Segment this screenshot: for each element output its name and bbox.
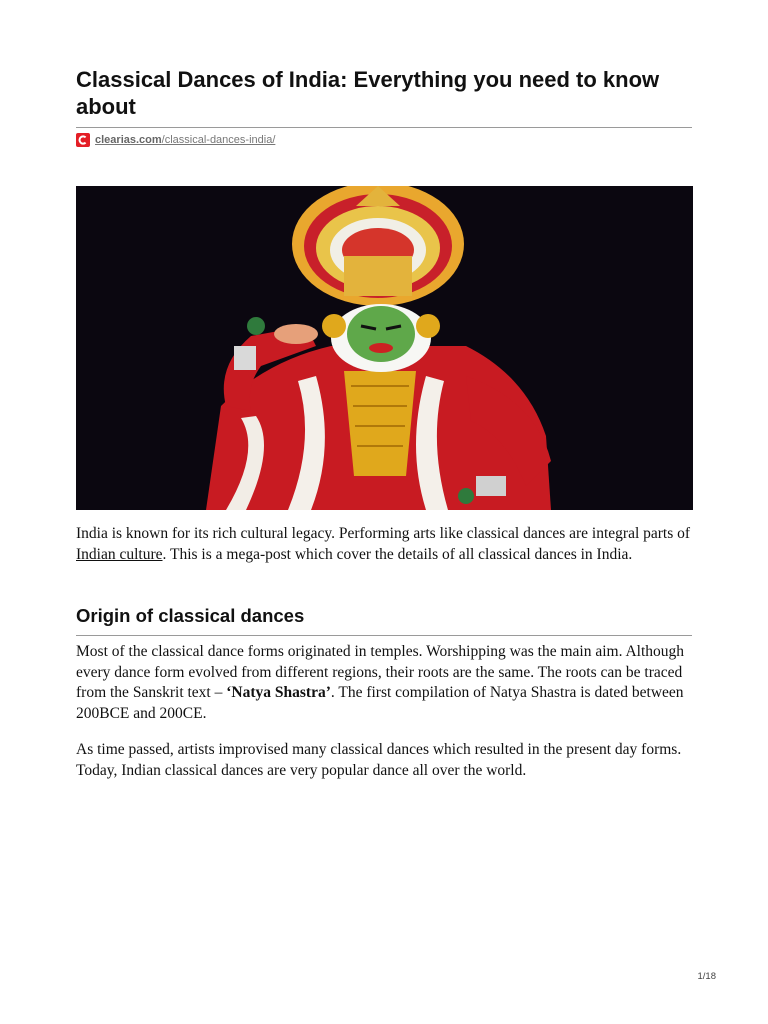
source-url-link[interactable]: clearias.com/classical-dances-india/ — [95, 134, 276, 146]
indian-culture-link[interactable]: Indian culture — [76, 545, 163, 563]
source-link-row — [76, 132, 275, 148]
section-heading-origin: Origin of classical dances — [76, 605, 305, 626]
article-title: Classical Dances of India: Everything you need to know about — [76, 67, 660, 119]
kathakali-dancer-image — [76, 186, 693, 510]
clearias-logo-icon — [76, 133, 90, 147]
intro-paragraph: India is known for its rich cultural legacy. Performing arts like classical dances are integral parts of Indian culture. This is a mega-post which cover the details of all classical dances in India. — [76, 525, 691, 563]
origin-paragraph-2: As time passed, artists improvised many classical dances which resulted in the present day forms. Today, Indian classical dances are very popular dance all over the world. — [76, 741, 682, 779]
title-divider — [76, 127, 692, 128]
origin-paragraph-1: Most of the classical dance forms originated in temples. Worshipping was the main aim. Although every dance form evolved from different regions, their roots are the same. The roots can be traced from the Sanskrit text – ‘Natya Shastra’. The first compilation of Natya Shastra is dated between 200BCE and 200CE. — [76, 643, 685, 723]
kathakali-dancer-illustration — [76, 186, 693, 510]
page-number: 1/18 — [697, 971, 716, 982]
section-divider — [76, 635, 692, 636]
